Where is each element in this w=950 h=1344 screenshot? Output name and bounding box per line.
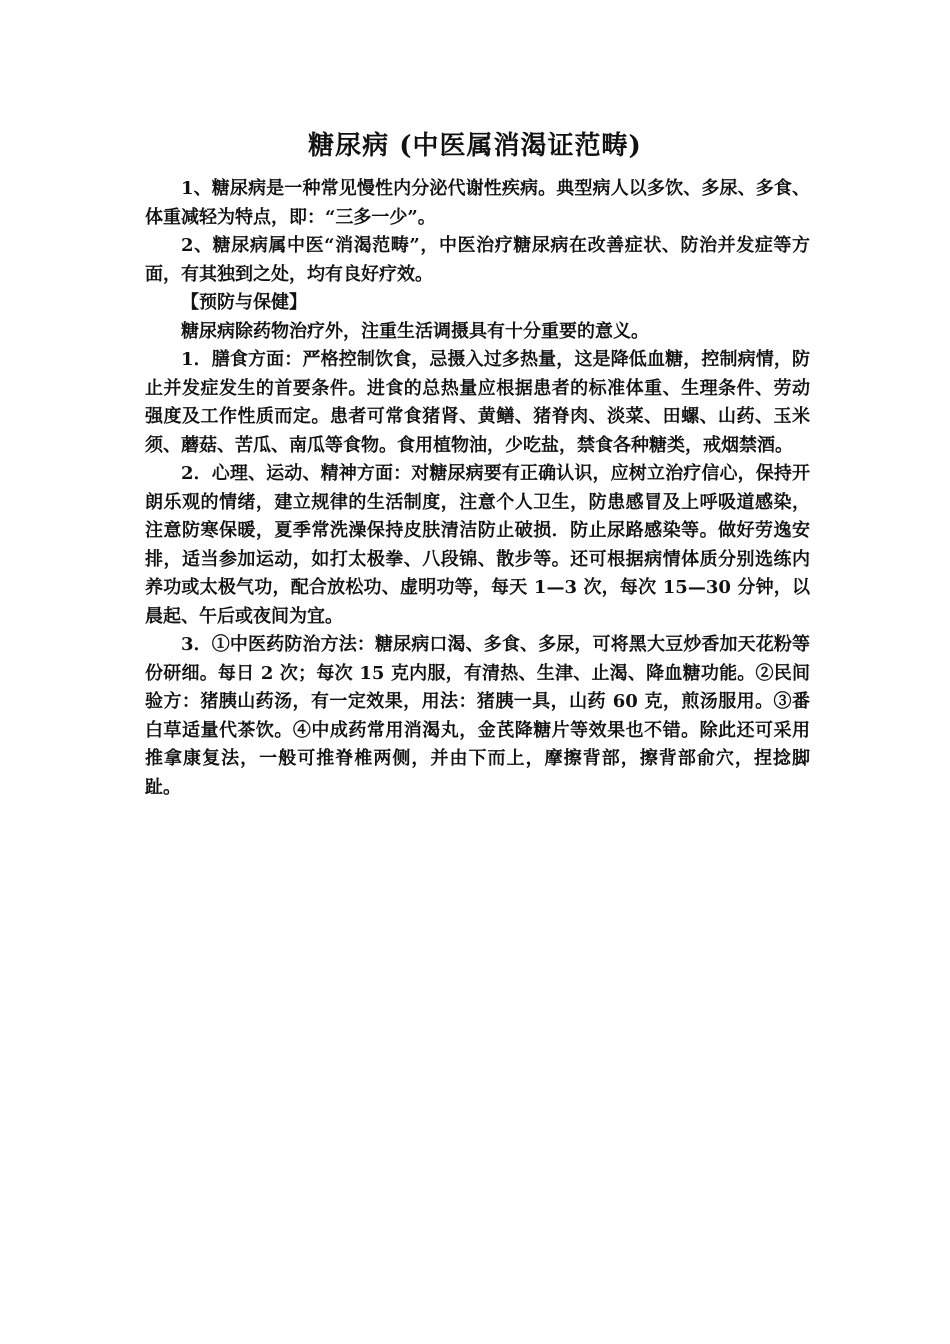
document-title: 糖尿病 (中医属消渴证范畴) (308, 131, 642, 161)
section-heading-prevention: 【预防与保健】 (181, 292, 307, 313)
document-body (145, 175, 810, 802)
paragraph-tcm-category: 2、糖尿病属中医“消渴范畴”，中医治疗糖尿病在改善症状、防治并发症等方面，有其独到之处，均有良好疗效。 (145, 235, 810, 285)
paragraph-lifestyle-intro: 糖尿病除药物治疗外，注重生活调摄具有十分重要的意义。 (181, 320, 649, 342)
paragraph-mental-exercise: 2．心理、运动、精神方面：对糖尿病要有正确认识，应树立治疗信心，保持开朗乐观的情绪，建立规律的生活制度，注意个人卫生，防患感冒及上呼吸道感染，注意防寒保暖，夏季常洗澡保持皮肤清洁防止破损．防止尿路感染等。做好劳逸安排，适当参加运动，如打太极拳、八段锦、散步等。还可根据病情体质分别选练内养功或太极气功，配合放松功、虚明功等，每天 1—3 次，每次 15—30 分钟，以晨起、午后或夜间为宜。 (145, 463, 810, 627)
paragraph-definition: 1、糖尿病是一种常见慢性内分泌代谢性疾病。典型病人以多饮、多尿、多食、体重减轻为特点，即：“三多一少”。 (145, 178, 810, 228)
paragraph-diet: 1．膳食方面：严格控制饮食，忌摄入过多热量，这是降低血糖，控制病情，防止并发症发生的首要条件。进食的总热量应根据患者的标准体重、生理条件、劳动强度及工作性质而定。患者可常食猪肾、黄鳝、猪脊肉、淡菜、田螺、山药、玉米须、蘑菇、苦瓜、南瓜等食物。食用植物油，少吃盐，禁食各种糖类，戒烟禁酒。 (145, 349, 810, 456)
paragraph-tcm-remedies: 3．①中医药防治方法：糖尿病口渴、多食、多尿，可将黑大豆炒香加天花粉等份研细。每日 2 次；每次 15 克内服，有清热、生津、止渴、降血糖功能。②民间验方：猪胰山药汤，有一定效果，用法：猪胰一具，山药 60 克，煎汤服用。③番白草适量代茶饮。④中成药常用消渴丸，金芪降糖片等效果也不错。除此还可采用推拿康复法，一般可推脊椎两侧，并由下而上，摩擦背部，擦背部俞穴，捏捻脚趾。 (145, 634, 810, 798)
